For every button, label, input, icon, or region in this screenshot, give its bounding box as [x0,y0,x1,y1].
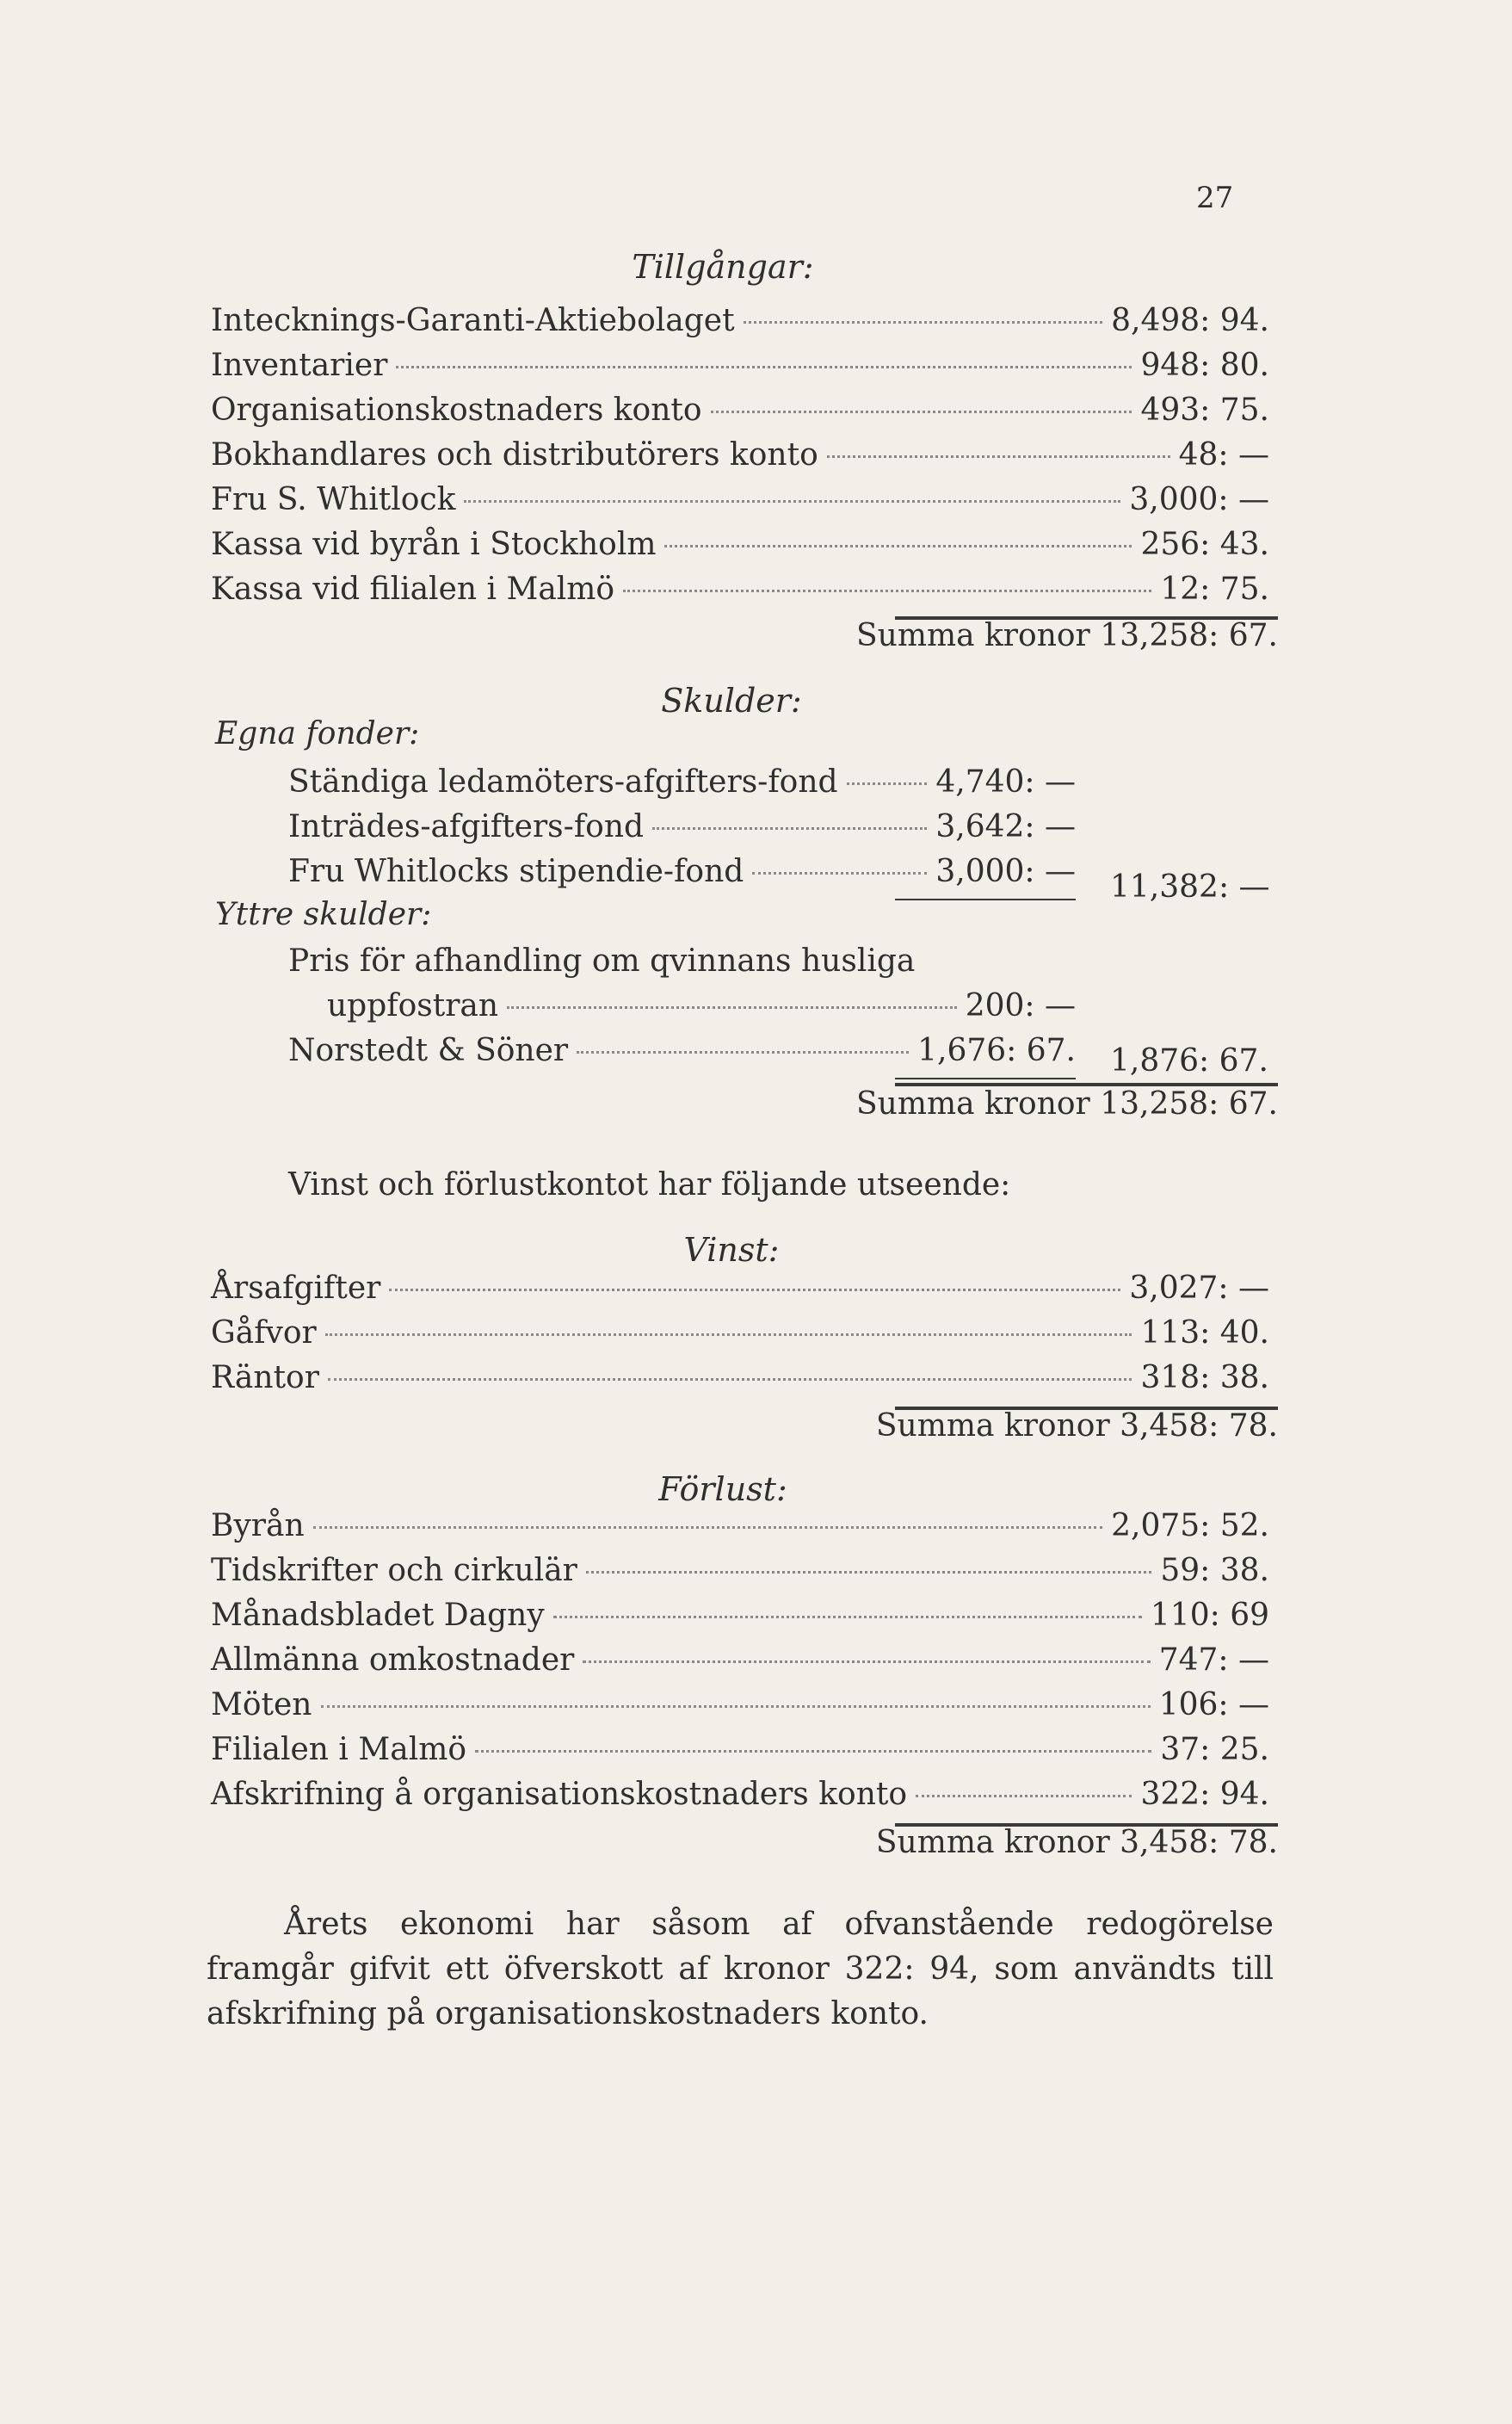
egna-fonder-heading: Egna fonder: [215,716,420,751]
yttre-skulder-total: 1,876: 67. [1110,1043,1268,1079]
forlust-row: Afskrifning å organisationskostnaders konto 322: 94. [211,1777,1269,1812]
tillgangar-row: Organisationskostnaders konto 493: 75. [211,393,1269,428]
yttre-skulder-heading: Yttre skulder: [215,897,432,932]
egna-fonder-row: Ständiga ledamöters-afgifters-fond 4,740: — [288,764,1076,800]
skulder-heading: Skulder: [661,682,802,720]
vinst-row: Årsafgifter 3,027: — [211,1271,1269,1306]
egna-fonder-row: Inträdes-afgifters-fond 3,642: — [288,809,1076,844]
yttre-skulder-line: Pris för afhandling om qvinnans husliga [288,943,916,979]
tillgangar-row: Kassa vid filialen i Malmö 12: 75. [211,572,1269,607]
tillgangar-row: Inventarier 948: 80. [211,348,1269,383]
egna-fonder-total: 11,382: — [1110,869,1270,905]
vinst-forlust-intro: Vinst och förlustkontot har följande utseende: [288,1167,1011,1203]
tillgangar-summa: Summa kronor 13,258: 67. [855,618,1278,653]
closing-paragraph: Årets ekonomi har såsom af ofvanstående redogörelse framgår gifvit ett öfverskott af kronor 322: 94, som användts till afskrifning på organisationskostnaders konto. [207,1907,1274,2031]
vinst-row: Gåfvor 113: 40. [211,1315,1269,1351]
vinst-row: Räntor 318: 38. [211,1360,1269,1395]
tillgangar-row: Fru S. Whitlock 3,000: — [211,482,1269,517]
yttre-skulder-row: Norstedt & Söner 1,676: 67. [288,1033,1076,1068]
tillgangar-row: Kassa vid byrån i Stockholm 256: 43. [211,527,1269,562]
forlust-summa: Summa kronor 3,458: 78. [875,1825,1278,1860]
forlust-row: Allmänna omkostnader 747: — [211,1642,1269,1678]
forlust-row: Månadsbladet Dagny 110: 69 [211,1598,1269,1633]
forlust-row: Möten 106: — [211,1687,1269,1722]
forlust-row: Byrån 2,075: 52. [211,1508,1269,1543]
tillgangar-row: Bokhandlares och distributörers konto 48: — [211,437,1269,473]
page-number: 27 [1196,181,1234,215]
forlust-heading: Förlust: [658,1470,787,1508]
tillgangar-row: Intecknings-Garanti-Aktiebolaget 8,498: 94. [211,303,1269,338]
subtotal-rule [895,1078,1076,1079]
egna-fonder-row: Fru Whitlocks stipendie-fond 3,000: — [288,854,1076,889]
tillgangar-heading: Tillgångar: [632,248,814,286]
yttre-skulder-row: uppfostran 200: — [327,988,1076,1023]
forlust-row: Tidskrifter och cirkulär 59: 38. [211,1553,1269,1588]
vinst-heading: Vinst: [683,1231,780,1269]
forlust-row: Filialen i Malmö 37: 25. [211,1732,1269,1767]
skulder-summa: Summa kronor 13,258: 67. [855,1086,1278,1122]
subtotal-rule [895,899,1076,900]
vinst-summa: Summa kronor 3,458: 78. [875,1408,1278,1444]
